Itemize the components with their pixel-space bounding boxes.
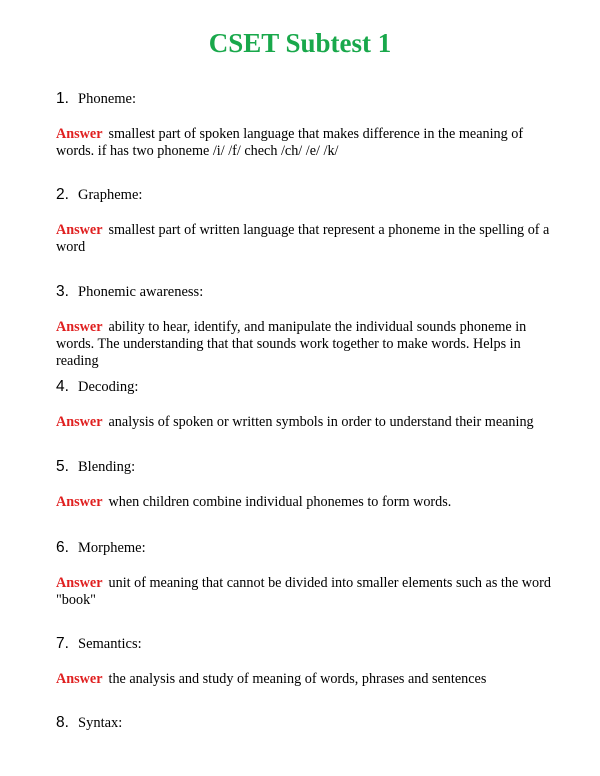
question-line (56, 539, 556, 559)
qa-item-4 (56, 378, 556, 431)
qa-item-7 (56, 635, 556, 688)
question-number: 5. (56, 458, 69, 475)
question-line (56, 283, 556, 303)
answer-label: Answer (56, 671, 103, 687)
answer-body: smallest part of spoken language that makes difference in the meaning of words. if has two phoneme /i/ /f/ chech /ch/ /e/ /k/ (56, 126, 524, 159)
question-number: 7. (56, 635, 69, 652)
answer-body: unit of meaning that cannot be divided into smaller elements such as the word "book" (56, 575, 551, 608)
question-term: Phonemic awareness: (78, 284, 204, 300)
answer-label: Answer (56, 126, 103, 142)
question-line (56, 714, 556, 734)
answer-body: analysis of spoken or written symbols in order to understand their meaning (108, 414, 534, 430)
answer-text (56, 414, 556, 431)
question-line (56, 458, 556, 478)
page-title: CSET Subtest 1 (208, 28, 392, 58)
answer-text (56, 319, 556, 370)
question-line (56, 635, 556, 655)
question-term: Morpheme: (78, 540, 146, 556)
question-line (56, 90, 556, 110)
answer-text (56, 126, 556, 160)
answer-body: smallest part of written language that represent a phoneme in the spelling of a word (56, 222, 550, 255)
answer-body: ability to hear, identify, and manipulate the individual sounds phoneme in words. The understanding that that sounds work together to make words. Helps in reading (56, 319, 527, 369)
question-term: Grapheme: (78, 187, 143, 203)
answer-label: Answer (56, 575, 103, 591)
question-number: 4. (56, 378, 69, 395)
qa-item-1 (56, 90, 556, 160)
qa-item-2 (56, 186, 556, 256)
question-number: 6. (56, 539, 69, 556)
answer-text (56, 494, 556, 511)
answer-text (56, 671, 556, 688)
answer-body: when children combine individual phonemes to form words. (108, 494, 452, 510)
question-number: 3. (56, 283, 69, 300)
answer-body: the analysis and study of meaning of words, phrases and sentences (108, 671, 487, 687)
question-number: 2. (56, 186, 69, 203)
answer-label: Answer (56, 319, 103, 335)
question-line (56, 378, 556, 398)
answer-label: Answer (56, 414, 103, 430)
question-term: Blending: (78, 459, 136, 475)
qa-item-8 (56, 714, 556, 734)
answer-label: Answer (56, 494, 103, 510)
question-term: Semantics: (78, 636, 142, 652)
question-term: Decoding: (78, 379, 139, 395)
answer-label: Answer (56, 222, 103, 238)
qa-item-3 (56, 283, 556, 370)
answer-text (56, 575, 556, 609)
question-term: Syntax: (78, 715, 123, 731)
question-number: 8. (56, 714, 69, 731)
qa-item-6 (56, 539, 556, 609)
qa-item-5 (56, 458, 556, 511)
question-term: Phoneme: (78, 91, 136, 107)
answer-text (56, 222, 556, 256)
question-line (56, 186, 556, 206)
question-number: 1. (56, 90, 69, 107)
